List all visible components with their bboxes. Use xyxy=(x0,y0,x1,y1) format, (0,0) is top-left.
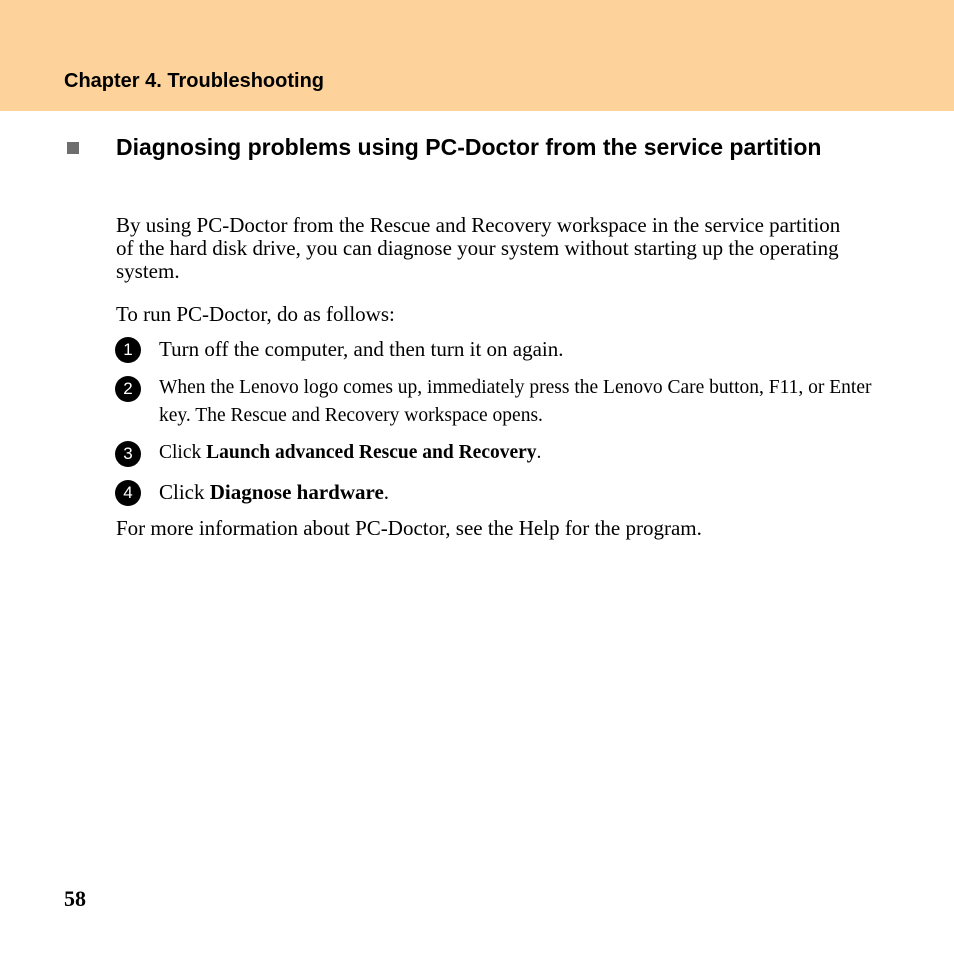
section-heading: Diagnosing problems using PC-Doctor from the service partition xyxy=(116,134,822,160)
step-number-4-icon: 4 xyxy=(115,480,141,506)
step-2-text: When the Lenovo logo comes up, immediately press the Lenovo Care button, F11, or Enter key. The Rescue and Recovery workspace opens. xyxy=(159,377,872,426)
step-3-bold: Launch advanced Rescue and Recovery xyxy=(206,442,537,463)
steps-lead-text: To run PC-Doctor, do as follows: xyxy=(116,302,395,326)
step-3-prefix: Click xyxy=(159,442,207,463)
chapter-header-band xyxy=(0,0,954,111)
step-4-bold: Diagnose hardware xyxy=(209,480,384,504)
step-4-suffix: . xyxy=(383,480,390,504)
chapter-title: Chapter 4. Troubleshooting xyxy=(64,70,325,92)
step-4-text xyxy=(159,478,879,506)
section-bullet-icon xyxy=(67,142,79,154)
step-number-3-icon: 3 xyxy=(115,441,141,467)
outro-paragraph: For more information about PC-Doctor, see the Help for the program. xyxy=(116,516,702,540)
step-number-2-icon: 2 xyxy=(115,376,141,402)
step-4-prefix: Click xyxy=(159,480,210,504)
intro-paragraph: By using PC-Doctor from the Rescue and Recovery workspace in the service partition of the hard disk drive, you can diagnose your system without starting up the operating system. xyxy=(116,213,841,283)
step-3-suffix: . xyxy=(536,442,542,463)
step-number-1-icon: 1 xyxy=(115,337,141,363)
step-3-text xyxy=(159,439,879,467)
step-1-text: Turn off the computer, and then turn it on again. xyxy=(159,337,564,361)
page-number: 58 xyxy=(64,886,86,911)
